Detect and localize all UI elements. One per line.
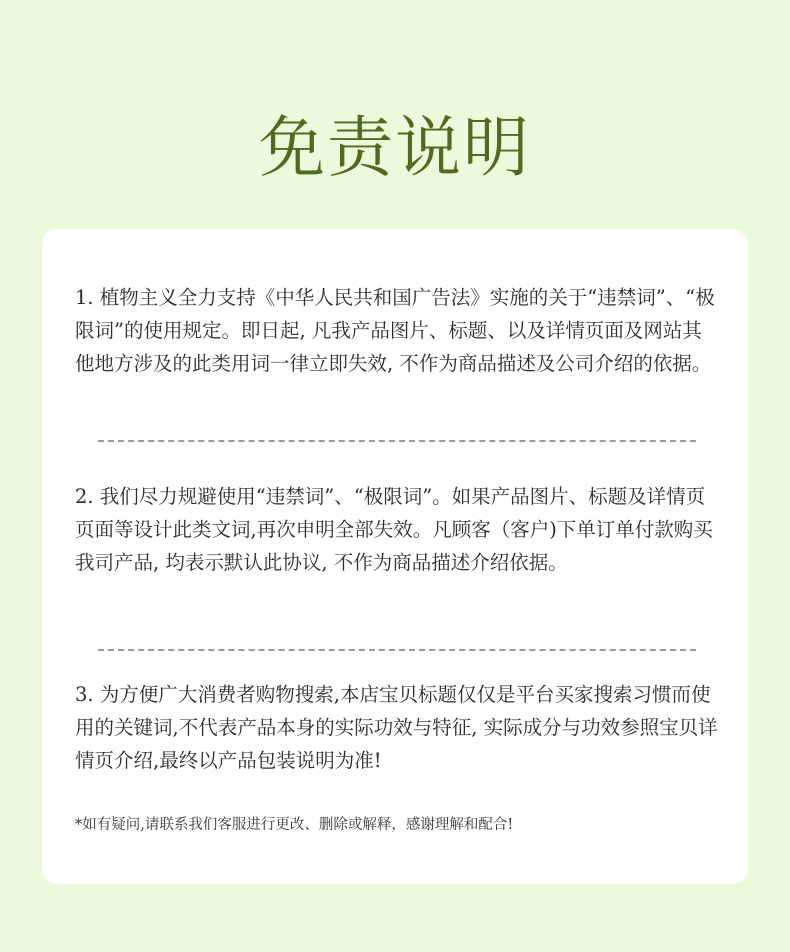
disclaimer-paragraph-3: 3. 为方便广大消费者购物搜索,本店宝贝标题仅仅是平台买家搜索习惯而使用的关键词,不代表产品本身的实际功效与特征, 实际成分与功效参照宝贝详情页介绍,最终以产品包装说明为准! xyxy=(75,683,718,772)
dashed-divider xyxy=(98,440,696,442)
disclaimer-paragraph-2: 2. 我们尽力规避使用“违禁词”、“极限词”。如果产品图片、标题及详情页页面等设计此类文词,再次申明全部失效。凡顾客（客户)下单订单付款购买我司产品, 均表示默认此协议, 不作为商品描述介绍依据。 xyxy=(75,485,713,574)
disclaimer-paragraph-1: 1. 植物主义全力支持《中华人民共和国广告法》实施的关于“违禁词”、“极限词”的使用规定。即日起, 凡我产品图片、标题、以及详情页面及网站其他地方涉及的此类用词一律立即失效, 不作为商品描述及公司介绍的依据。 xyxy=(75,286,715,375)
page-title: 免责说明 xyxy=(259,109,531,186)
dashed-divider xyxy=(98,649,696,651)
disclaimer-card xyxy=(42,229,748,884)
contact-note: *如有疑问,请联系我们客服进行更改、删除或解释，感谢理解和配合! xyxy=(75,817,514,833)
